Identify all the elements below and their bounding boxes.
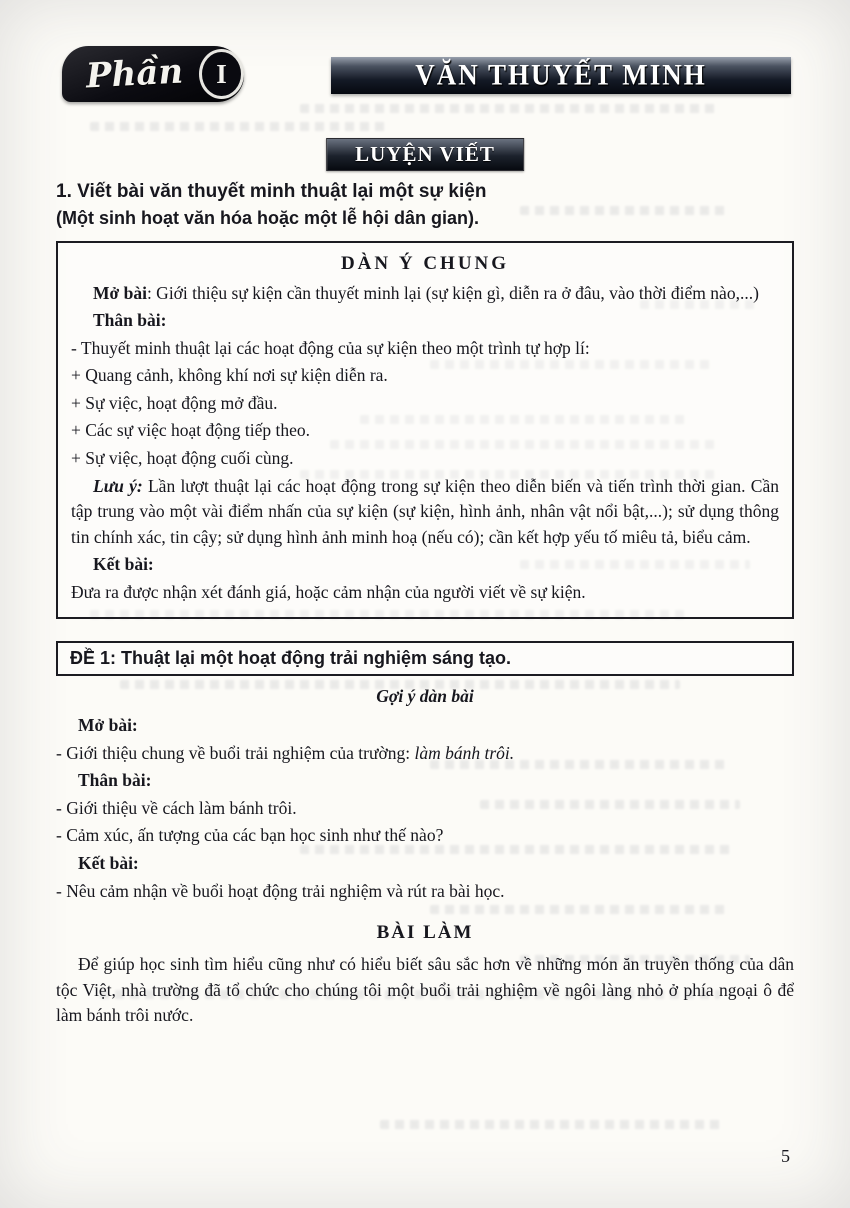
de1-than-bai-label: Thân bài: bbox=[78, 770, 152, 791]
bleedthrough-artifact bbox=[380, 1120, 720, 1129]
part-number-circle bbox=[199, 49, 244, 99]
de-1-title: ĐỀ 1: Thuật lại một hoạt động trải nghiệm sáng tạo. bbox=[70, 648, 512, 669]
outline-item: + Sự việc, hoạt động cuối cùng. bbox=[71, 447, 294, 468]
mo-bai-text: : Giới thiệu sự kiện cần thuyết minh lại (sự kiện gì, diễn ra ở đâu, vào thời điểm nào,...) bbox=[146, 282, 759, 303]
de-1-box bbox=[56, 641, 794, 676]
chapter-banner bbox=[331, 57, 791, 94]
dan-y-title: DÀN Ý CHUNG bbox=[340, 252, 510, 274]
section-title-box bbox=[326, 138, 524, 171]
page-number: 5 bbox=[781, 1146, 790, 1166]
section-title: LUYỆN VIẾT bbox=[355, 142, 495, 166]
outline-item: + Các sự việc hoạt động tiếp theo. bbox=[71, 420, 311, 441]
chapter-banner-title: VĂN THUYẾT MINH bbox=[415, 58, 707, 92]
de1-mo-bai-label: Mở bài: bbox=[78, 715, 138, 736]
outline-item: - Thuyết minh thuật lại các hoạt động của sự kiện theo một trình tự hợp lí: bbox=[71, 337, 590, 358]
page-content bbox=[56, 180, 794, 1031]
dan-y-chung-box bbox=[56, 241, 794, 620]
de1-mo-bai-item-italic: làm bánh trôi. bbox=[414, 742, 515, 763]
part-number: I bbox=[216, 58, 227, 89]
de1-mo-bai-item bbox=[56, 741, 794, 767]
goi-y-dan-bai: Gợi ý dàn bài bbox=[376, 686, 474, 707]
de1-ket-bai-item: - Nêu cảm nhận về buổi hoạt động trải nghiệm và rút ra bài học. bbox=[56, 880, 505, 901]
de1-mo-bai-item-text: - Giới thiệu chung về buổi trải nghiệm của trường: bbox=[56, 742, 415, 763]
ket-bai-label-line bbox=[71, 552, 779, 578]
luu-y-paragraph bbox=[71, 474, 779, 551]
mo-bai-paragraph bbox=[71, 281, 779, 307]
de1-than-bai-label-line bbox=[56, 768, 794, 794]
than-bai-label: Thân bài: bbox=[93, 310, 167, 331]
outline-item: + Sự việc, hoạt động mở đầu. bbox=[71, 392, 278, 413]
de1-mo-bai-label-line bbox=[56, 713, 794, 739]
than-bai-label-line bbox=[71, 308, 779, 334]
mo-bai-label: Mở bài bbox=[93, 282, 147, 303]
luu-y-text: Lần lượt thuật lại các hoạt động trong sự kiện theo diễn biến và tiến trình thời gian. Cần tập trung vào một vài điểm nhấn của sự kiện (sự kiện, hình ảnh, nhân vật nổi bật,...); sử dụng thông tin chính xác, tin cậy; sử dụng hình ảnh minh hoạ (nếu có); cần kết hợp yếu tố miêu tả, biểu cảm. bbox=[71, 475, 779, 547]
bai-lam-paragraph: Để giúp học sinh tìm hiểu cũng như có hiểu biết sâu sắc hơn về những món ăn truyền thống của dân tộc Việt, nhà trường đã tổ chức cho chúng tôi một buổi trải nghiệm về ngôi làng nhỏ ở phía ngoại ô để làm bánh trôi nước. bbox=[56, 954, 794, 1026]
luu-y-label: Lưu ý: bbox=[93, 475, 143, 496]
part-label: Phần bbox=[85, 51, 185, 97]
bai-lam-title: BÀI LÀM bbox=[376, 922, 474, 944]
part-badge bbox=[62, 46, 244, 102]
outline-item: + Quang cảnh, không khí nơi sự kiện diễn ra. bbox=[71, 365, 388, 386]
bleedthrough-artifact bbox=[90, 122, 390, 131]
de1-than-bai-item: - Giới thiệu về cách làm bánh trôi. bbox=[56, 797, 297, 818]
de1-ket-bai-label: Kết bài: bbox=[78, 852, 139, 873]
ket-bai-text: Đưa ra được nhận xét đánh giá, hoặc cảm nhận của người viết về sự kiện. bbox=[71, 581, 586, 602]
bleedthrough-artifact bbox=[300, 104, 720, 113]
ket-bai-label: Kết bài: bbox=[93, 554, 154, 575]
lesson-subheading: (Một sinh hoạt văn hóa hoặc một lễ hội dân gian). bbox=[56, 207, 480, 228]
de1-than-bai-item: - Cảm xúc, ấn tượng của các bạn học sinh như thế nào? bbox=[56, 825, 444, 846]
lesson-heading: 1. Viết bài văn thuyết minh thuật lại một sự kiện bbox=[56, 181, 487, 202]
de1-ket-bai-label-line bbox=[56, 851, 794, 877]
